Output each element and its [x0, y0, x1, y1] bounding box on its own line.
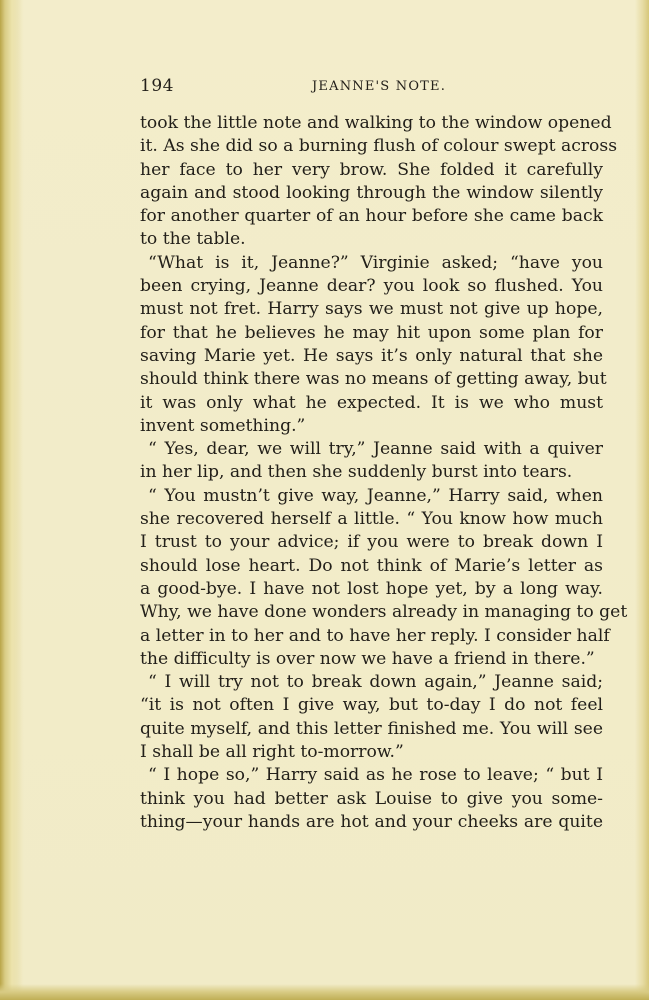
text-line: it. As she did so a burning flush of colour swept across — [140, 136, 618, 157]
text-line: “ I will try not to break down again,” Jeanne said; — [148, 672, 603, 693]
text-line: I shall be all right to-morrow.” — [140, 742, 404, 763]
text-line: it was only what he expected. It is we who must — [140, 392, 603, 413]
text-line: “ Yes, dear, we will try,” Jeanne said with a quiver — [148, 439, 603, 460]
text-line: must not fret. Harry says we must not give up hope, — [140, 299, 603, 320]
text-line: took the little note and walking to the window opened — [140, 113, 612, 133]
running-head — [140, 76, 602, 100]
text-line: the difficulty is over now we have a friend in there.” — [140, 648, 595, 669]
text-line: “it is not often I give way, but to-day I do not feel — [140, 695, 603, 716]
text-line: “ I hope so,” Harry said as he rose to leave; “ but I — [148, 765, 603, 786]
text-line: “What is it, Jeanne?” Virginie asked; “have you — [148, 252, 603, 273]
text-line: in her lip, and then she suddenly burst into tears. — [140, 462, 573, 483]
text-line: Why, we have done wonders already in managing to get — [140, 602, 628, 623]
text-line: saving Marie yet. He says it’s only natural that she — [140, 345, 603, 366]
page-edge — [635, 0, 649, 1000]
text-line: for that he believes he may hit upon some plan for — [140, 322, 603, 343]
text-line: a letter in to her and to have her reply. I consider half — [140, 625, 610, 646]
text-line: think you had better ask Louise to give you some- — [140, 788, 603, 809]
text-line: quite myself, and this letter finished me. You will see — [140, 718, 603, 739]
text-line: thing—your hands are hot and your cheeks are quite — [140, 811, 603, 832]
bottom-page-edge — [0, 984, 649, 1000]
text-line: “ You mustn’t give way, Jeanne,” Harry said, when — [148, 485, 603, 506]
text-line: she recovered herself a little. “ You know how much — [140, 509, 603, 530]
text-line: invent something.” — [140, 415, 306, 436]
body-text — [140, 112, 628, 834]
text-line: a good-bye. I have not lost hope yet, by a long way. — [140, 578, 603, 599]
running-title: JEANNE'S NOTE. — [312, 79, 447, 94]
gutter-shadow — [0, 0, 24, 1000]
text-line: her face to her very brow. She folded it carefully — [140, 159, 603, 180]
text-line: been crying, Jeanne dear? you look so flushed. You — [140, 276, 603, 297]
text-line: again and stood looking through the window silently — [140, 182, 603, 203]
text-line: should think there was no means of getting away, but — [140, 369, 607, 390]
text-line: for another quarter of an hour before she came back — [140, 206, 603, 227]
text-line: should lose heart. Do not think of Marie’s letter as — [140, 555, 603, 576]
text-line: I trust to your advice; if you were to break down I — [140, 532, 603, 553]
text-line: to the table. — [140, 229, 246, 250]
page-number: 194 — [140, 76, 174, 96]
